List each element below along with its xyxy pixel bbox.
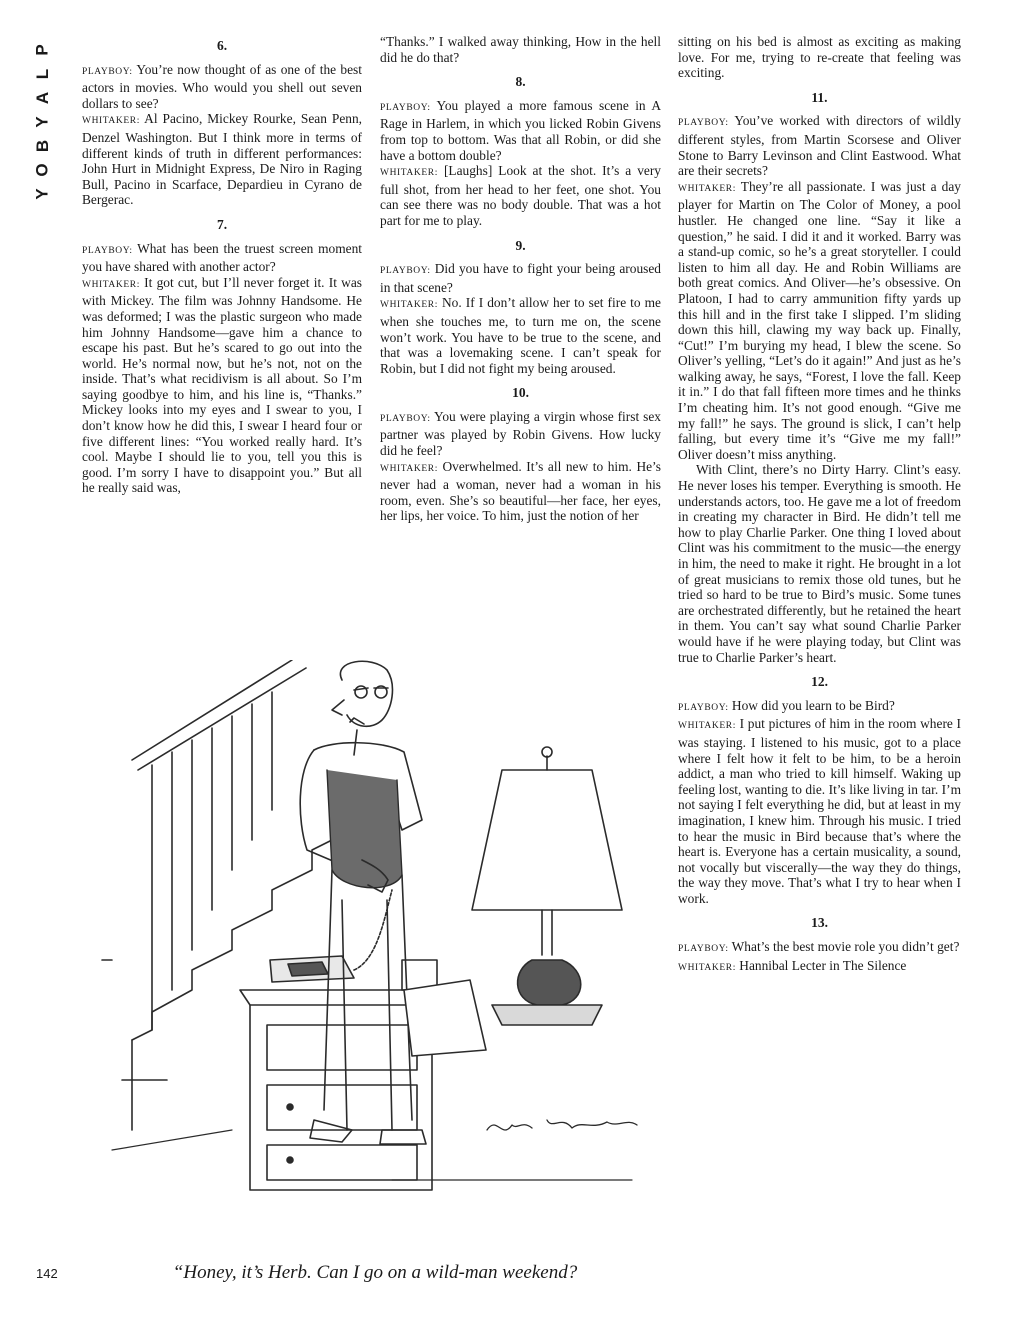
paragraph-text: You were playing a virgin whose first sex partner was played by Robin Givens. How lucky did he feel? bbox=[380, 408, 661, 459]
article-paragraph bbox=[82, 241, 362, 275]
paragraph-text: Hannibal Lecter in The Silence bbox=[739, 957, 907, 973]
article-paragraph bbox=[380, 261, 661, 295]
section-number: 11. bbox=[811, 89, 828, 105]
speaker-label: PLAYBOY: bbox=[82, 66, 133, 77]
paragraph-text: Al Pacino, Mickey Rourke, Sean Penn, Denzel Washington. But I think more in terms of different kinds of truth in different performances: John Hurt in Midnight Express, De Niro in Raging Bull, Pacino in Scarface, Depardieu in Cyrano de Bergerac. bbox=[82, 111, 362, 208]
section-number: 6. bbox=[216, 38, 228, 53]
paragraph-text: [Laughs] Look at the shot. It’s a very full shot, from her head to her feet, one shot. You can see there was no body double. That was a hot part for me to play. bbox=[380, 163, 661, 228]
paragraph-text: Overwhelmed. It’s all new to him. He’s never had a woman, never had a woman in his room, even. She’s so beautiful—her face, her eyes, her lips, her voice. To him, just the notion of her bbox=[380, 458, 661, 524]
paragraph-text: “Thanks.” I walked away thinking, How in the hell did he do that? bbox=[380, 34, 661, 65]
article-paragraph bbox=[678, 698, 961, 717]
speaker-label: PLAYBOY: bbox=[678, 118, 729, 129]
section-number: 9. bbox=[515, 237, 526, 253]
brand-letter: A bbox=[33, 91, 52, 105]
article-paragraph bbox=[380, 163, 661, 228]
article-paragraph bbox=[82, 111, 362, 208]
paragraph-text: You’ve worked with directors of wildly different styles, from Martin Scorsese and Oliver Stone to Barry Levinson and Clint Eastwood. What are their secrets? bbox=[678, 113, 961, 179]
paragraph-text: You played a more famous scene in A Rage in Harlem, in which you licked Robin Givens from top to bottom. Was that all Robin, or did she have a bottom double? bbox=[380, 97, 661, 163]
article-paragraph bbox=[380, 34, 661, 65]
paragraph-text: Did you have to fight your being aroused in that scene? bbox=[380, 261, 661, 295]
paragraph-text: You’re now thought of as one of the best actors in movies. Who would you shell out seven dollars to see? bbox=[82, 61, 362, 111]
man-figure-drawing bbox=[300, 661, 486, 1144]
section-number: 13. bbox=[811, 915, 828, 931]
speaker-label: WHITAKER: bbox=[82, 279, 140, 290]
article-paragraph bbox=[678, 34, 961, 81]
article-paragraph bbox=[678, 939, 961, 958]
section-number: 7. bbox=[216, 216, 228, 232]
section-number: 8. bbox=[515, 74, 526, 90]
article-paragraph bbox=[678, 179, 961, 463]
speaker-label: PLAYBOY: bbox=[380, 413, 431, 424]
brand-letter: L bbox=[32, 68, 52, 80]
article-paragraph bbox=[678, 113, 961, 178]
article-column-1 bbox=[82, 34, 362, 496]
speaker-label: PLAYBOY: bbox=[380, 102, 431, 113]
brand-letter: Y bbox=[33, 116, 52, 128]
speaker-label: PLAYBOY: bbox=[678, 702, 729, 713]
article-paragraph bbox=[380, 295, 661, 376]
lamp-drawing bbox=[402, 747, 622, 1025]
paragraph-text: No. If I don’t allow her to set fire to me when she touches me, to turn me on, the scene won’t work. You have to be true to the scene, and that was a lovemaking scene. I can’t speak for Robin, but I did not fight my being aroused. bbox=[380, 295, 661, 376]
article-paragraph bbox=[380, 459, 661, 524]
paragraph-text: With Clint, there’s no Dirty Harry. Clint’s easy. He never loses his temper. Everything is smooth. He understands actors, too. He gave me a lot of freedom in creating my character in Bird. He didn’t tell me how to play Charlie Parker. One thing I loved about Clint was his commitment to the music—the energy in him, the need to make it right. He brought in a lot of great musicians to remix those old tunes, but he tried so hard to be true to Bird’s music. Some tunes are orchestrated differently, but he retained the heart in them. You can’t say what sound Charlie Parker would have if he were playing today, but Clint was true to Charlie Parker’s heart. bbox=[678, 462, 961, 665]
speaker-label: WHITAKER: bbox=[678, 962, 736, 973]
brand-letter: B bbox=[33, 139, 52, 153]
paragraph-text: They’re all passionate. I was just a day player for Martin on The Color of Money, a pool hustler. He changed one line. “Say it like a question,” he said. I did it and it worked. Barry was a stand-up comic, so he’s a great storyteller. I could listen to him all day. He and Robin Williams are both great comics. And Oliver—he’s obsessive. On Platoon, I had to carry ammunition fifty yards up this hill and in the first take I slipped. I’m sliding down this hill, clawing my way back up. Finally, “Cut!” I’m burying my head, I blew the scene. So Oliver’s yelling, “Let’s do it again!” And just as he’s walking away, he says, “Forest, I love the fall. Keep it in.” I do that fall fifteen more times and he thinks I’m cheating him. It’s not good enough. “Give me my fall!” he says. The ground is slick, I can’t help falling, but every time it’s “Give me my fall!” Oliver doesn’t miss anything. bbox=[678, 178, 961, 462]
speaker-label: WHITAKER: bbox=[380, 463, 438, 474]
cartoon-caption: “Honey, it’s Herb. Can I go on a wild-man weekend? bbox=[172, 1262, 578, 1283]
brand-letter: Y bbox=[33, 188, 52, 200]
paragraph-text: It got cut, but I’ll never forget it. It was with Mickey. The film was Johnny Handsome. He was deformed; I was the plastic surgeon who made him Johnny Handsome—gave him a chance to escape his past. But he’s scared to go out into the world. He’s normal now, but he’s not, not on the inside. That’s what recidivism is all about. So I’m saying goodbye to him, and his line is, “Thanks.” Mickey looks into my eyes and I swear to you, I don’t know how he did this, I swear I heard four or five different lines: “You worked really hard. It’s cool. Maybe I should lie to you, tell you this is good. I’m sorry I have to disappoint you.” But all he really said was, bbox=[82, 274, 362, 496]
cartoon-illustration bbox=[92, 660, 652, 1256]
section-number: 12. bbox=[811, 674, 828, 690]
section-number: 10. bbox=[512, 385, 529, 401]
article-paragraph bbox=[678, 958, 961, 977]
speaker-label: WHITAKER: bbox=[380, 168, 438, 179]
brand-letter: P bbox=[33, 44, 52, 56]
article-paragraph bbox=[380, 98, 661, 163]
speaker-label: WHITAKER: bbox=[678, 183, 736, 194]
article-paragraph bbox=[678, 462, 961, 665]
paragraph-text: I put pictures of him in the room where I was staying. I listened to his music, got to a place where I felt how it felt to be him, to be a heroin addict, a man who tried to kill himself. Waking up feeling lost, wanting to die. It’s like living in tar. I’m not saying I felt everything he did, but at least in my imagination, I knew him. Through his music. I tried to hear the music in Bird because that’s where the heart is. Everyone has a certain musicality, a sound, not vocally but viscerally—the way they do things, the way they move. That’s what I try to hear when I work. bbox=[678, 716, 961, 906]
page-number: 142 bbox=[36, 1266, 58, 1281]
article-column-3 bbox=[678, 34, 961, 976]
brand-letter: O bbox=[32, 163, 52, 177]
magazine-brand-vertical bbox=[30, 38, 56, 206]
paragraph-text: What has been the truest screen moment you have shared with another actor? bbox=[82, 240, 362, 275]
speaker-label: WHITAKER: bbox=[380, 300, 438, 311]
article-paragraph bbox=[82, 275, 362, 496]
article-paragraph bbox=[678, 716, 961, 906]
nightstand-drawing bbox=[240, 990, 432, 1190]
paragraph-text: How did you learn to be Bird? bbox=[731, 697, 895, 713]
article-paragraph bbox=[82, 62, 362, 112]
speaker-label: WHITAKER: bbox=[678, 721, 736, 732]
artist-signature bbox=[487, 1120, 637, 1130]
speaker-label: PLAYBOY: bbox=[82, 245, 133, 256]
paragraph-text: What’s the best movie role you didn’t get? bbox=[731, 939, 960, 955]
article-paragraph bbox=[380, 409, 661, 459]
speaker-label: PLAYBOY: bbox=[380, 266, 431, 277]
speaker-label: WHITAKER: bbox=[82, 116, 140, 127]
speaker-label: PLAYBOY: bbox=[678, 944, 729, 955]
article-column-2 bbox=[380, 34, 661, 524]
paragraph-text: sitting on his bed is almost as exciting as making love. For me, trying to re-create that feeling was exciting. bbox=[678, 34, 961, 81]
staircase-drawing bbox=[102, 660, 352, 1130]
